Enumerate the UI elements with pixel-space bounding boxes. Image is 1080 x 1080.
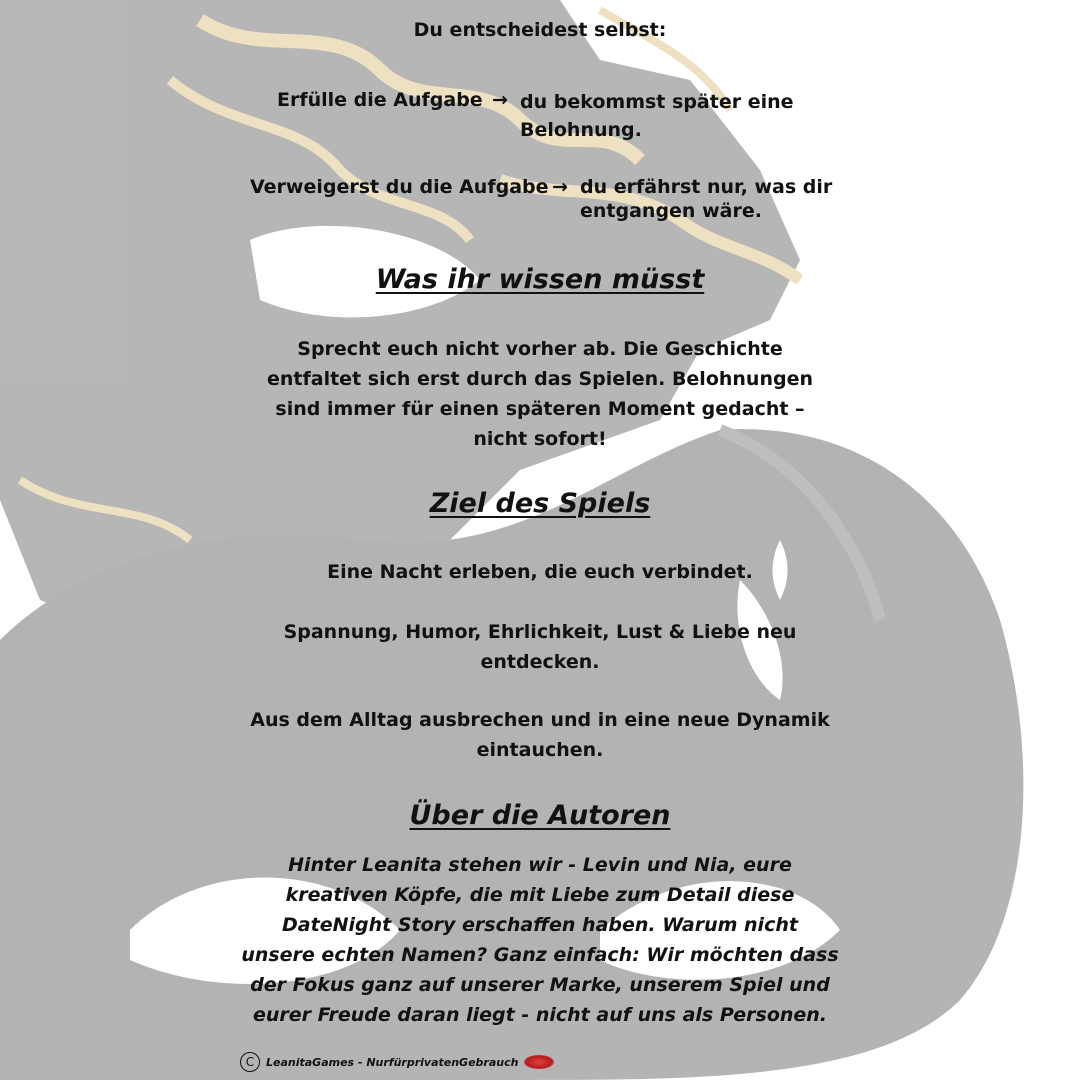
option2-right-line1: du erfährst nur, was dir [580, 176, 833, 198]
autoren-line-1: Hinter Leanita stehen wir - Levin und Nia, eure [288, 854, 792, 876]
ziel-p1: Eine Nacht erleben, die euch verbindet. [327, 561, 753, 583]
arrow-icon: → [492, 89, 508, 111]
wissen-line-4: nicht sofort! [473, 428, 607, 450]
ziel-p3-line1: Aus dem Alltag ausbrechen und in eine neue Dynamik [250, 709, 830, 731]
ziel-p3-line2: eintauchen. [476, 739, 604, 761]
heading-wissen: Was ihr wissen müsst [375, 264, 705, 295]
ziel-p2-line1: Spannung, Humor, Ehrlichkeit, Lust & Liebe neu [283, 621, 797, 643]
leanita-logo-icon [524, 1055, 554, 1069]
choice-intro: Du entscheidest selbst: [413, 19, 667, 41]
option1-right-line2: Belohnung. [520, 119, 642, 141]
autoren-line-4: unsere echten Namen? Ganz einfach: Wir möchten dass [241, 944, 839, 966]
footer [240, 1052, 554, 1072]
option2-left: Verweigerst du die Aufgabe [250, 176, 549, 198]
wissen-line-1: Sprecht euch nicht vorher ab. Die Geschichte [297, 338, 783, 360]
footer-text: LeanitaGames - NurfürprivatenGebrauch [266, 1055, 519, 1069]
option2-right-line2: entgangen wäre. [580, 200, 762, 222]
autoren-line-6: eurer Freude daran liegt - nicht auf uns als Personen. [252, 1004, 828, 1026]
copyright-icon: C [240, 1052, 260, 1072]
autoren-line-3: DateNight Story erschaffen haben. Warum nicht [282, 914, 798, 936]
ziel-p2-line2: entdecken. [480, 651, 600, 673]
wissen-line-2: entfaltet sich erst durch das Spielen. Belohnungen [267, 368, 813, 390]
autoren-line-2: kreativen Köpfe, die mit Liebe zum Detail diese [285, 884, 795, 906]
heading-autoren: Über die Autoren [409, 800, 671, 831]
autoren-line-5: der Fokus ganz auf unserer Marke, unserem Spiel und [250, 974, 830, 996]
option1-right-line1: du bekommst später eine [520, 91, 794, 113]
wissen-line-3: sind immer für einen späteren Moment gedacht – [275, 398, 805, 420]
option1-left: Erfülle die Aufgabe [277, 89, 483, 111]
arrow-icon: → [552, 176, 568, 198]
heading-ziel: Ziel des Spiels [429, 488, 651, 519]
